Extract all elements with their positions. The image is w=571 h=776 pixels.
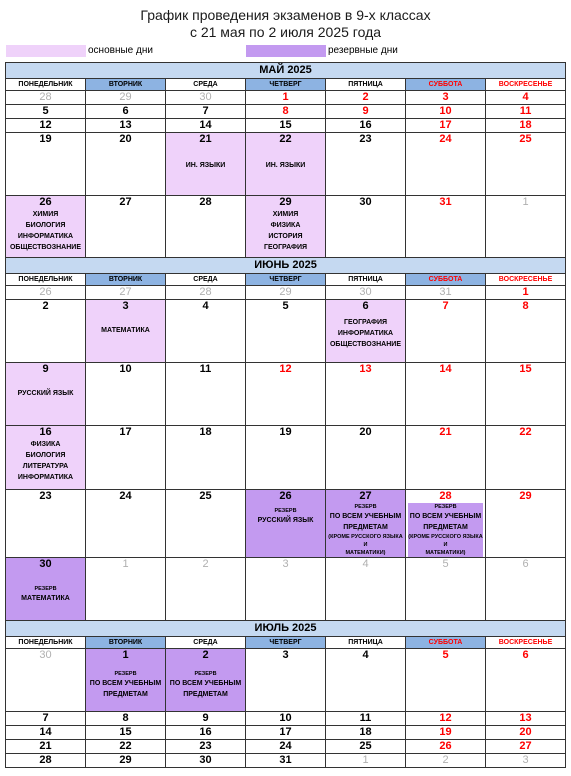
exam-subject: РУССКИЙ ЯЗЫК (17, 390, 74, 397)
day-number: 22 (519, 426, 532, 438)
legend-main-label: основные дни (88, 45, 153, 56)
week-row (6, 490, 566, 558)
weekday-sat: СУББОТА (406, 637, 486, 649)
weekday-thu: ЧЕТВЕРГ (246, 79, 326, 91)
weekday-tue: ВТОРНИК (86, 274, 166, 286)
day-number: 27 (519, 740, 532, 752)
exception-note: МАТЕМАТИКИ) (425, 550, 466, 556)
weekday-wed: СРЕДА (166, 79, 246, 91)
day-number: 1 (282, 91, 289, 103)
day-number: 2 (202, 649, 209, 661)
day-number: 19 (279, 426, 292, 438)
exam-subject: МАТЕМАТИКА (101, 327, 150, 334)
day-number: 30 (199, 91, 212, 103)
exam-subject: ПРЕДМЕТАМ (103, 691, 148, 698)
exam-subject: ФИЗИКА (30, 441, 61, 448)
day-number: 24 (279, 740, 292, 752)
exam-subject: МАТЕМАТИКА (21, 595, 70, 602)
day-number: 14 (439, 363, 452, 375)
day-number: 31 (279, 754, 292, 766)
exam-day-june-9 (6, 363, 86, 426)
day-number: 26 (439, 740, 452, 752)
week-row (6, 649, 566, 712)
day-number: 1 (362, 754, 369, 766)
day-number: 6 (362, 300, 369, 312)
day-number: 10 (279, 712, 292, 724)
exam-subject: ФИЗИКА (270, 222, 301, 229)
title-line-2: с 21 мая по 2 июля 2025 года (189, 24, 382, 40)
weekday-fri: ПЯТНИЦА (326, 274, 406, 286)
week-row (6, 196, 566, 258)
day-number: 7 (202, 105, 209, 117)
weekday-fri: ПЯТНИЦА (326, 79, 406, 91)
day-number: 13 (519, 712, 532, 724)
exception-note: (КРОМЕ РУССКОГО ЯЗЫКА И (328, 534, 403, 548)
day-number: 1 (522, 286, 529, 298)
day-number: 22 (119, 740, 132, 752)
weekday-wed: СРЕДА (166, 637, 246, 649)
exam-subject: ИСТОРИЯ (268, 233, 303, 240)
weekday-thu: ЧЕТВЕРГ (246, 274, 326, 286)
exam-subject: ИН. ЯЗЫКИ (185, 162, 226, 169)
day-number: 23 (39, 490, 52, 502)
exam-day-june-3 (86, 300, 166, 363)
day-number: 28 (39, 91, 52, 103)
day-number: 8 (282, 105, 289, 117)
day-number: 16 (199, 726, 212, 738)
day-number: 20 (359, 426, 372, 438)
week-row (6, 286, 566, 300)
day-number: 5 (442, 558, 449, 570)
reserve-label: РЕЗЕРВ (34, 586, 57, 592)
day-number: 17 (279, 726, 292, 738)
weekday-sun: ВОСКРЕСЕНЬЕ (486, 79, 566, 91)
weekday-sat: СУББОТА (406, 274, 486, 286)
day-number: 11 (199, 363, 212, 375)
day-number: 25 (519, 133, 532, 145)
day-number: 29 (519, 490, 532, 502)
week-row (6, 726, 566, 740)
day-number: 1 (522, 196, 529, 208)
day-number: 15 (279, 119, 292, 131)
day-number: 24 (119, 490, 132, 502)
day-number: 11 (359, 712, 372, 724)
exam-subject: ГЕОГРАФИЯ (343, 319, 388, 326)
week-row (6, 105, 566, 119)
exam-subject: ПО ВСЕМ УЧЕБНЫМ (409, 513, 482, 520)
day-number: 19 (39, 133, 52, 145)
day-number: 17 (119, 426, 132, 438)
reserve-day-july-2 (166, 649, 246, 712)
day-number: 2 (42, 300, 49, 312)
day-number: 7 (442, 300, 449, 312)
day-number: 12 (279, 363, 292, 375)
exam-subject: ГЕОГРАФИЯ (263, 244, 308, 251)
exam-day-may-22 (246, 133, 326, 196)
exam-calendar (5, 62, 566, 768)
day-number: 3 (122, 300, 129, 312)
day-number: 30 (199, 754, 212, 766)
week-row (6, 740, 566, 754)
day-number: 9 (202, 712, 209, 724)
exam-subject: ПРЕДМЕТАМ (183, 691, 228, 698)
weekday-sun: ВОСКРЕСЕНЬЕ (486, 274, 566, 286)
exam-subject: БИОЛОГИЯ (25, 452, 66, 459)
exam-subject: ПО ВСЕМ УЧЕБНЫМ (89, 680, 162, 687)
day-number: 26 (39, 286, 52, 298)
reserve-day-june-27 (326, 490, 406, 558)
day-number: 31 (439, 196, 452, 208)
title-line-1: График проведения экзаменов в 9-х классах (140, 7, 431, 23)
day-number: 20 (119, 133, 132, 145)
day-number: 3 (282, 649, 289, 661)
exam-subject: ПО ВСЕМ УЧЕБНЫМ (329, 513, 402, 520)
day-number: 29 (119, 754, 132, 766)
weekday-tue: ВТОРНИК (86, 79, 166, 91)
exam-subject: ЛИТЕРАТУРА (22, 463, 69, 470)
day-number: 21 (439, 426, 452, 438)
weekday-wed: СРЕДА (166, 274, 246, 286)
exam-subject: ХИМИЯ (272, 211, 299, 218)
day-number: 25 (199, 490, 212, 502)
day-number: 12 (39, 119, 52, 131)
week-row (6, 300, 566, 363)
day-number: 27 (119, 286, 132, 298)
day-number: 27 (119, 196, 132, 208)
day-number: 20 (519, 726, 532, 738)
weekday-mon: ПОНЕДЕЛЬНИК (6, 637, 86, 649)
day-number: 6 (522, 649, 529, 661)
weekday-fri: ПЯТНИЦА (326, 637, 406, 649)
legend-reserve-label: резервные дни (328, 45, 398, 56)
week-row (6, 712, 566, 726)
day-number: 16 (359, 119, 372, 131)
day-number: 21 (39, 740, 52, 752)
day-number: 29 (279, 196, 292, 208)
day-number: 17 (439, 119, 452, 131)
day-number: 6 (522, 558, 529, 570)
day-number: 10 (119, 363, 132, 375)
day-number: 21 (199, 133, 212, 145)
day-number: 15 (519, 363, 532, 375)
legend-main-swatch (6, 45, 86, 57)
exam-subject: ИНФОРМАТИКА (337, 330, 394, 337)
day-number: 16 (39, 426, 52, 438)
week-row (6, 363, 566, 426)
day-number: 14 (199, 119, 212, 131)
reserve-label: РЕЗЕРВ (434, 504, 457, 510)
day-number: 2 (442, 754, 449, 766)
day-number: 4 (362, 649, 369, 661)
week-row (6, 754, 566, 768)
reserve-label: РЕЗЕРВ (194, 671, 217, 677)
day-number: 14 (39, 726, 52, 738)
week-row (6, 133, 566, 196)
reserve-day-june-28 (406, 490, 486, 558)
day-number: 2 (362, 91, 369, 103)
day-number: 15 (119, 726, 132, 738)
day-number: 8 (522, 300, 529, 312)
exam-subject: ИНФОРМАТИКА (17, 474, 74, 481)
day-number: 23 (359, 133, 372, 145)
day-number: 27 (359, 490, 372, 502)
weekday-sun: ВОСКРЕСЕНЬЕ (486, 637, 566, 649)
legend-reserve-swatch (246, 45, 326, 57)
month-header-may: МАЙ 2025 (6, 63, 566, 79)
exam-subject: БИОЛОГИЯ (25, 222, 66, 229)
exam-subject: ПРЕДМЕТАМ (343, 524, 388, 531)
exam-day-may-21 (166, 133, 246, 196)
day-number: 7 (42, 712, 49, 724)
day-number: 9 (362, 105, 369, 117)
day-number: 18 (199, 426, 212, 438)
exam-subject: ПРЕДМЕТАМ (423, 524, 468, 531)
day-number: 23 (199, 740, 212, 752)
day-number: 4 (522, 91, 529, 103)
exception-note: (КРОМЕ РУССКОГО ЯЗЫКА И (408, 534, 483, 548)
reserve-day-june-30 (6, 558, 86, 621)
month-header-june: ИЮНЬ 2025 (6, 258, 566, 274)
day-number: 30 (359, 286, 372, 298)
day-number: 12 (439, 712, 452, 724)
day-number: 13 (359, 363, 372, 375)
exam-day-may-26 (6, 196, 86, 258)
week-row (6, 426, 566, 490)
day-number: 28 (439, 490, 452, 502)
weekday-tue: ВТОРНИК (86, 637, 166, 649)
day-number: 2 (202, 558, 209, 570)
day-number: 3 (282, 558, 289, 570)
exam-subject: ПО ВСЕМ УЧЕБНЫМ (169, 680, 242, 687)
day-number: 29 (119, 91, 132, 103)
day-number: 6 (122, 105, 129, 117)
weekday-sat: СУББОТА (406, 79, 486, 91)
day-number: 26 (39, 196, 52, 208)
day-number: 9 (42, 363, 49, 375)
day-number: 3 (522, 754, 529, 766)
exam-subject: ОБЩЕСТВОЗНАНИЕ (329, 341, 401, 348)
day-number: 26 (279, 490, 292, 502)
exam-subject: ИН. ЯЗЫКИ (265, 162, 306, 169)
day-number: 30 (39, 649, 52, 661)
day-number: 24 (439, 133, 452, 145)
week-row (6, 119, 566, 133)
reserve-day-june-26 (246, 490, 326, 558)
day-number: 19 (439, 726, 452, 738)
day-number: 31 (439, 286, 452, 298)
reserve-label: РЕЗЕРВ (274, 508, 297, 514)
day-number: 13 (119, 119, 132, 131)
day-number: 5 (282, 300, 289, 312)
day-number: 10 (439, 105, 452, 117)
weekday-mon: ПОНЕДЕЛЬНИК (6, 79, 86, 91)
day-number: 4 (202, 300, 209, 312)
day-number: 1 (122, 649, 129, 661)
day-number: 4 (362, 558, 369, 570)
exam-subject: РУССКИЙ ЯЗЫК (257, 517, 314, 524)
exam-subject: ОБЩЕСТВОЗНАНИЕ (9, 244, 81, 251)
month-header-july: ИЮЛЬ 2025 (6, 621, 566, 637)
day-number: 3 (442, 91, 449, 103)
reserve-day-july-1 (86, 649, 166, 712)
reserve-label: РЕЗЕРВ (354, 504, 377, 510)
exception-note: МАТЕМАТИКИ) (345, 550, 386, 556)
day-number: 28 (199, 286, 212, 298)
day-number: 25 (359, 740, 372, 752)
day-number: 22 (279, 133, 292, 145)
day-number: 1 (122, 558, 129, 570)
exam-day-june-16 (6, 426, 86, 490)
day-number: 28 (39, 754, 52, 766)
week-row (6, 91, 566, 105)
weekday-mon: ПОНЕДЕЛЬНИК (6, 274, 86, 286)
weekday-thu: ЧЕТВЕРГ (246, 637, 326, 649)
day-number: 5 (42, 105, 49, 117)
day-number: 18 (519, 119, 532, 131)
day-number: 30 (359, 196, 372, 208)
exam-subject: ИНФОРМАТИКА (17, 233, 74, 240)
day-number: 11 (519, 105, 532, 117)
exam-day-may-29 (246, 196, 326, 258)
day-number: 5 (442, 649, 449, 661)
exam-subject: ХИМИЯ (32, 211, 59, 218)
day-number: 28 (199, 196, 212, 208)
day-number: 30 (39, 558, 52, 570)
week-row (6, 558, 566, 621)
reserve-label: РЕЗЕРВ (114, 671, 137, 677)
exam-day-june-6 (326, 300, 406, 363)
day-number: 8 (122, 712, 129, 724)
day-number: 18 (359, 726, 372, 738)
day-number: 29 (279, 286, 292, 298)
